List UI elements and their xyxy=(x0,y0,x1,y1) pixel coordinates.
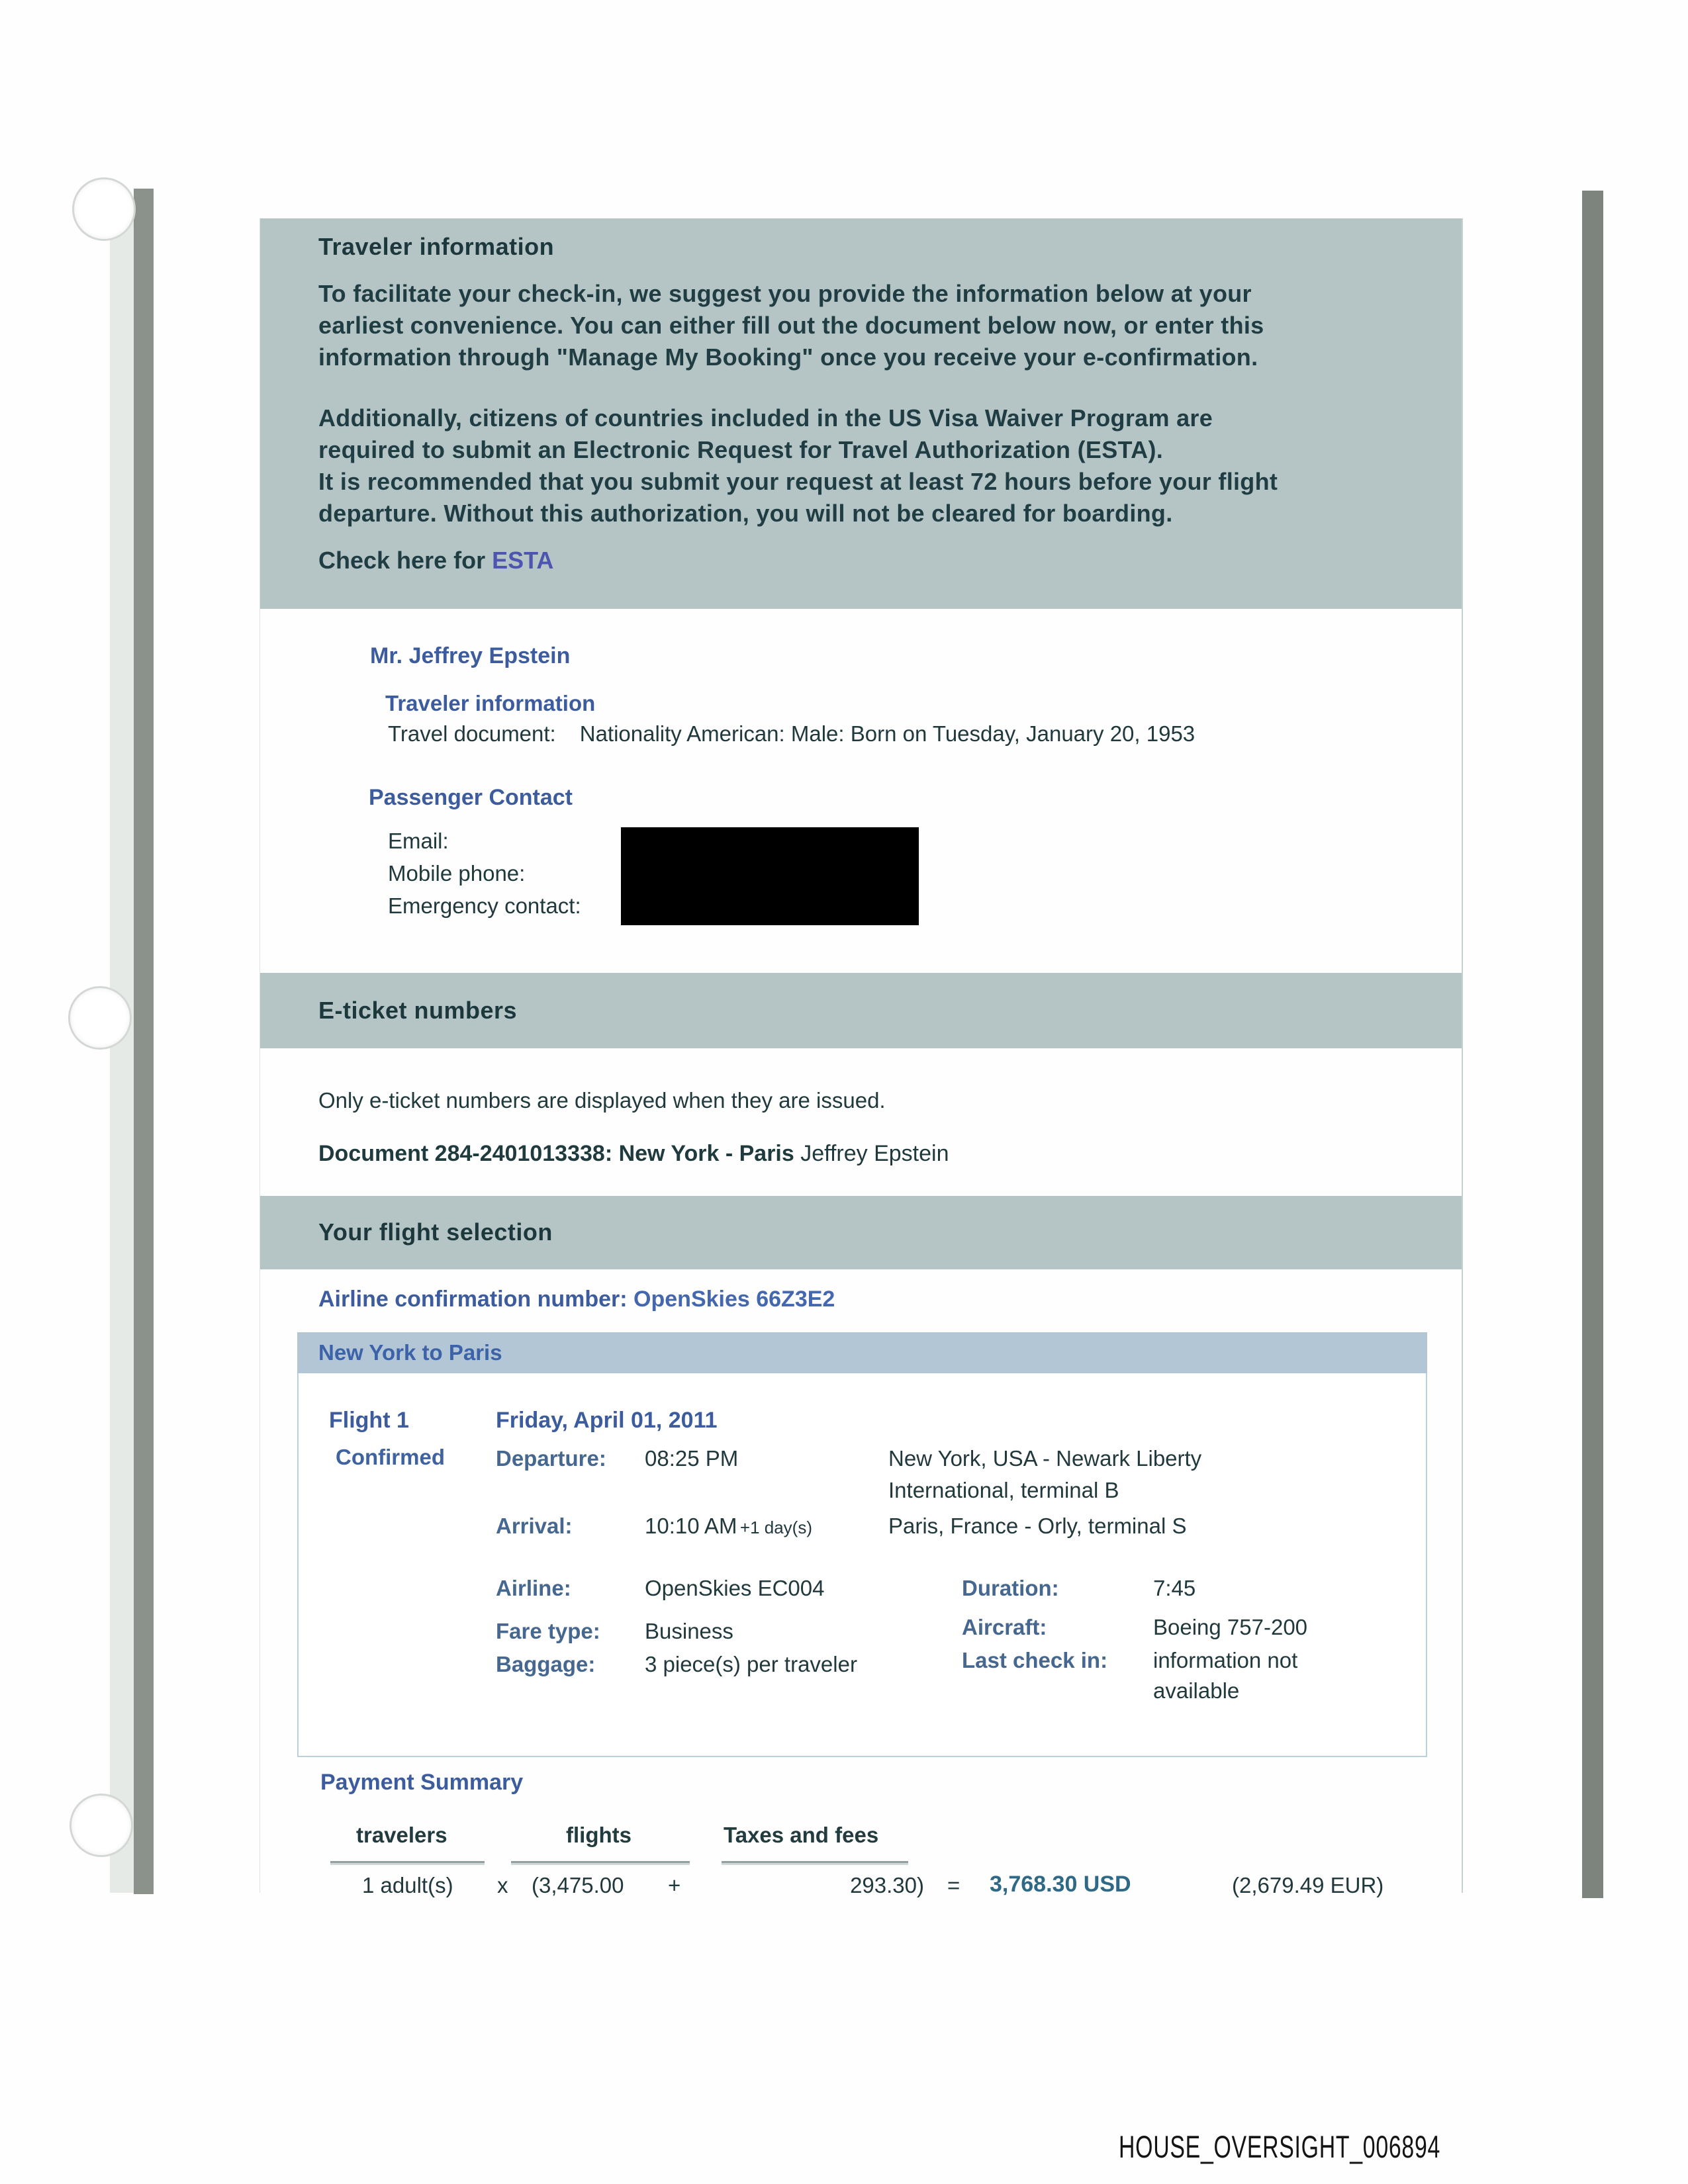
baggage-label: Baggage: xyxy=(496,1652,596,1676)
check-esta-line xyxy=(318,547,553,574)
fare-type-label: Fare type: xyxy=(496,1619,600,1643)
departure-label: Departure: xyxy=(496,1446,606,1471)
traveler-information-notice-block xyxy=(260,218,1462,609)
flight-number: Flight 1 xyxy=(329,1408,409,1433)
mobile-phone-label: Mobile phone: xyxy=(388,861,526,886)
flight-details-box xyxy=(297,1373,1427,1757)
payment-multiply-sign: x xyxy=(497,1873,508,1897)
eticket-document-row xyxy=(318,1141,949,1167)
duration-value: 7:45 xyxy=(1153,1576,1196,1600)
route-header: New York to Paris xyxy=(318,1340,502,1365)
notice-title: Traveler information xyxy=(318,233,555,260)
airline-confirmation-number: OpenSkies 66Z3E2 xyxy=(633,1287,835,1312)
departure-location-line1: New York, USA - Newark Liberty xyxy=(888,1446,1202,1471)
eticket-numbers-heading: E-ticket numbers xyxy=(318,997,518,1024)
check-esta-prefix: Check here for xyxy=(318,547,492,574)
left-binder-strip-dark xyxy=(134,189,154,1894)
payment-equals-sign: = xyxy=(947,1873,961,1897)
notice-paragraph-1-line-3: information through "Manage My Booking" once you receive your e-confirmation. xyxy=(318,343,1258,371)
payment-col-taxes: Taxes and fees xyxy=(724,1823,879,1847)
airline-label: Airline: xyxy=(496,1576,571,1600)
passenger-contact-heading: Passenger Contact xyxy=(369,785,573,810)
email-label: Email: xyxy=(388,829,449,853)
payment-taxes-value: 293.30) xyxy=(850,1873,924,1897)
last-checkin-value-line1: information not xyxy=(1153,1648,1298,1672)
payment-travelers-value: 1 adult(s) xyxy=(362,1873,453,1897)
right-binder-strip xyxy=(1582,191,1603,1898)
punch-hole-top xyxy=(72,177,136,241)
arrival-time-row xyxy=(645,1514,812,1539)
payment-flight-fare: (3,475.00 xyxy=(532,1873,624,1897)
notice-paragraph-1-line-2: earliest convenience. You can either fill out the document below now, or enter this xyxy=(318,312,1264,339)
taxes-underline xyxy=(722,1861,908,1863)
redacted-contact-info xyxy=(621,827,919,925)
email-content-area xyxy=(259,218,1463,1897)
arrival-plus-days: +1 day(s) xyxy=(739,1518,812,1537)
punch-hole-middle xyxy=(68,986,132,1050)
airline-value: OpenSkies EC004 xyxy=(645,1576,825,1600)
flight-date: Friday, April 01, 2011 xyxy=(496,1408,718,1433)
aircraft-value: Boeing 757-200 xyxy=(1153,1615,1308,1639)
flight-selection-heading: Your flight selection xyxy=(318,1218,553,1246)
eticket-note: Only e-ticket numbers are displayed when they are issued. xyxy=(318,1088,886,1113)
route-header-bar xyxy=(297,1332,1427,1373)
notice-paragraph-2-line-3: It is recommended that you submit your request at least 72 hours before your flight xyxy=(318,468,1278,495)
traveler-info-subheading: Traveler information xyxy=(385,691,596,715)
fare-type-value: Business xyxy=(645,1619,733,1643)
flights-underline xyxy=(511,1861,690,1863)
notice-paragraph-1-line-1: To facilitate your check-in, we suggest you provide the information below at your xyxy=(318,280,1252,307)
notice-paragraph-2-line-2: required to submit an Electronic Request for Travel Authorization (ESTA). xyxy=(318,436,1164,463)
travel-document-row xyxy=(388,721,1195,747)
punch-hole-bottom xyxy=(70,1794,133,1857)
duration-label: Duration: xyxy=(962,1576,1059,1600)
payment-col-flights: flights xyxy=(566,1823,632,1847)
flight-status: Confirmed xyxy=(336,1445,445,1469)
notice-paragraph-2 xyxy=(318,402,1411,529)
last-checkin-value-line2: available xyxy=(1153,1678,1240,1703)
notice-paragraph-1 xyxy=(318,278,1411,373)
payment-summary-heading: Payment Summary xyxy=(320,1770,524,1795)
eticket-passenger-name: Jeffrey Epstein xyxy=(794,1141,949,1166)
payment-total-usd: 3,768.30 USD xyxy=(990,1872,1131,1897)
payment-col-travelers: travelers xyxy=(356,1823,447,1847)
eticket-document-number: Document 284-2401013338: New York - Paris xyxy=(318,1141,794,1166)
arrival-label: Arrival: xyxy=(496,1514,573,1538)
arrival-location: Paris, France - Orly, terminal S xyxy=(888,1514,1187,1538)
emergency-contact-label: Emergency contact: xyxy=(388,893,581,918)
baggage-value: 3 piece(s) per traveler xyxy=(645,1652,857,1676)
eticket-numbers-bar xyxy=(260,973,1462,1048)
travel-document-value: Nationality American: Male: Born on Tuesday, January 20, 1953 xyxy=(579,721,1196,746)
last-checkin-label: Last check in: xyxy=(962,1648,1108,1672)
travelers-underline xyxy=(330,1861,485,1863)
aircraft-label: Aircraft: xyxy=(962,1615,1047,1639)
notice-paragraph-2-line-1: Additionally, citizens of countries included in the US Visa Waiver Program are xyxy=(318,404,1213,432)
esta-link[interactable]: ESTA xyxy=(492,547,554,574)
airline-confirmation-label: Airline confirmation number: xyxy=(318,1287,634,1312)
airline-confirmation-row xyxy=(318,1287,835,1312)
arrival-time: 10:10 AM xyxy=(645,1514,737,1538)
travel-document-label: Travel document: xyxy=(388,721,556,746)
payment-total-eur: (2,679.49 EUR) xyxy=(1232,1873,1384,1897)
traveler-name: Mr. Jeffrey Epstein xyxy=(370,643,571,668)
departure-location-line2: International, terminal B xyxy=(888,1478,1119,1502)
flight-selection-bar xyxy=(260,1196,1462,1269)
bates-stamp: HOUSE_OVERSIGHT_006894 xyxy=(1119,2129,1441,2164)
departure-time: 08:25 PM xyxy=(645,1446,739,1471)
notice-paragraph-2-line-4: departure. Without this authorization, you will not be cleared for boarding. xyxy=(318,500,1173,527)
payment-plus-sign: + xyxy=(668,1873,681,1897)
